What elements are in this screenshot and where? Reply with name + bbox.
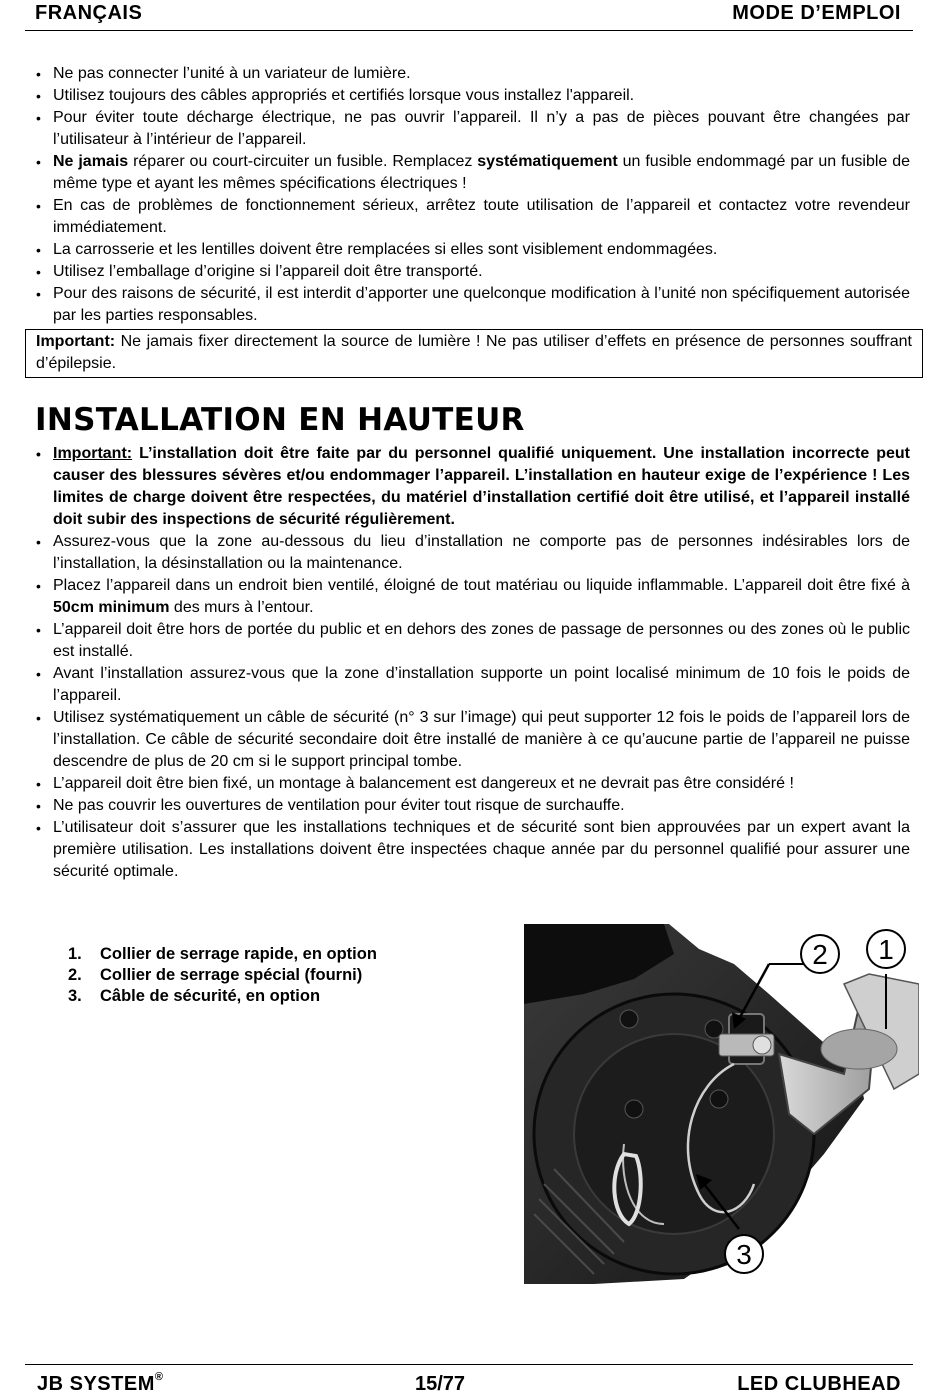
parts-legend-label: Collier de serrage spécial (fourni) (100, 966, 363, 984)
text-run: L’installation doit être faite par du personnel qualifié uniquement. Une installation incorrecte peut causer des blessures sévères et/ou endommager l’appareil. L’installation en hauteur exige de l’expérience ! Les limites de charge doivent être respectées, du matériel d’installation certifié doit être utilisé, et l’appareil installé doit subir des inspections de sécurité régulièrement. (53, 445, 910, 528)
callout-2 (801, 935, 839, 973)
list-item (26, 531, 910, 575)
text-run: Pour des raisons de sécurité, il est interdit d’apporter une quelconque modification à l’unité non spécifiquement autorisée par les parties responsables. (53, 285, 910, 324)
registered-mark: ® (154, 1371, 164, 1383)
text-run: Ne jamais (53, 153, 129, 170)
text-run: réparer ou court-circuiter un fusible. Remplacez (128, 153, 478, 170)
fixture-mounting-photo (524, 924, 919, 1284)
text-run: Utilisez toujours des câbles appropriés et certifiés lorsque vous installez l'appareil. (53, 87, 635, 104)
text-run: En cas de problèmes de fonctionnement sérieux, arrêtez toute utilisation de l’appareil et contactez votre revendeur immédiatement. (53, 197, 910, 236)
callout-number: 3 (736, 1239, 752, 1270)
list-item (26, 261, 910, 283)
parts-legend (68, 944, 377, 1007)
list-item (26, 619, 910, 663)
list-item (26, 151, 910, 195)
text-run: Utilisez systématiquement un câble de sécurité (n° 3 sur l’image) qui peut supporter 12 fois le poids de l’appareil lors de l’installation. Ce câble de sécurité secondaire doit être installé de manière à ce qu’aucune partie de l’appareil ne puisse descendre de plus de 20 cm si le support principal tombe. (53, 709, 910, 770)
text-run: un fusible endommagé par un fusible de même type et ayant les mêmes spécifications électriques ! (53, 153, 911, 192)
list-item (26, 195, 910, 239)
callout-1 (867, 930, 905, 968)
text-run: Utilisez l’emballage d’origine si l’appareil doit être transporté. (53, 263, 483, 280)
page-header (25, 0, 913, 31)
text-run: Important: (53, 445, 133, 462)
text-run: des murs à l’entour. (169, 599, 314, 616)
text-run: Pour éviter toute décharge électrique, ne pas ouvrir l’appareil. Il n’y a pas de pièces pouvant être changées par l’utilisateur à l’intérieur de l’appareil. (53, 109, 910, 148)
text-run: Ne pas connecter l’unité à un variateur de lumière. (53, 65, 411, 82)
parts-legend-number: 1. (68, 945, 82, 963)
list-item (26, 707, 910, 773)
text-run: 50cm minimum (53, 599, 170, 616)
list-item (26, 795, 910, 817)
list-item (26, 817, 910, 883)
text-run: Placez l’appareil dans un endroit bien ventilé, éloigné de tout matériau ou liquide inflammable. L’appareil doit être fixé à (53, 577, 910, 594)
list-item (26, 443, 910, 531)
text-run: Assurez-vous que la zone au-dessous du lieu d’installation ne comporte pas de personnes indésirables lors de l’installation, la désinstallation ou la maintenance. (53, 533, 910, 572)
text-run: La carrosserie et les lentilles doivent être remplacées si elles sont visiblement endommagées. (53, 241, 718, 258)
text-run: systématiquement (477, 153, 618, 170)
list-item (26, 575, 910, 619)
important-text: Ne jamais fixer directement la source de lumière ! Ne pas utiliser d’effets en présence de personnes souffrant d’épilepsie. (36, 333, 912, 372)
list-item (26, 107, 910, 151)
text-run: L’appareil doit être hors de portée du public et en dehors des zones de passage de personnes ou des zones où le public est installé. (53, 621, 910, 660)
parts-legend-item (68, 965, 377, 986)
footer-brand: JB SYSTEM® (37, 1371, 164, 1395)
page-number: 15/77 (415, 1373, 466, 1395)
section-title: INSTALLATION EN HAUTEUR (35, 402, 525, 438)
installation-list (26, 443, 910, 883)
page-footer (25, 1364, 913, 1398)
parts-legend-number: 2. (68, 966, 82, 984)
list-item (26, 239, 910, 261)
text-run: L’appareil doit être bien fixé, un montage à balancement est dangereux et ne devrait pas être considéré ! (53, 775, 794, 792)
list-item (26, 773, 910, 795)
parts-legend-number: 3. (68, 987, 82, 1005)
parts-legend-label: Collier de serrage rapide, en option (100, 945, 377, 963)
list-item (26, 663, 910, 707)
footer-product-name: LED CLUBHEAD (737, 1373, 901, 1395)
parts-legend-item (68, 944, 377, 965)
header-manual-title: MODE D’EMPLOI (732, 2, 901, 24)
callout-3 (725, 1235, 763, 1273)
safety-list (26, 63, 910, 327)
important-warning-box (25, 329, 923, 378)
list-item (26, 283, 910, 327)
header-language: FRANÇAIS (35, 2, 143, 24)
text-run: L’utilisateur doit s’assurer que les installations techniques et de sécurité sont bien approuvées par un expert avant la première utilisation. Les installations doivent être inspectées chaque année par du personnel qualifié pour assurer une sécurité optimale. (53, 819, 910, 880)
important-label: Important: (36, 333, 116, 350)
callout-number: 1 (878, 934, 894, 965)
list-item (26, 63, 910, 85)
callout-number: 2 (812, 939, 828, 970)
text-run: Ne pas couvrir les ouvertures de ventilation pour éviter tout risque de surchauffe. (53, 797, 625, 814)
text-run: Avant l’installation assurez-vous que la zone d’installation supporte un point localisé minimum de 10 fois le poids de l’appareil. (53, 665, 910, 704)
parts-legend-label: Câble de sécurité, en option (100, 987, 321, 1005)
parts-legend-item (68, 986, 377, 1007)
list-item (26, 85, 910, 107)
